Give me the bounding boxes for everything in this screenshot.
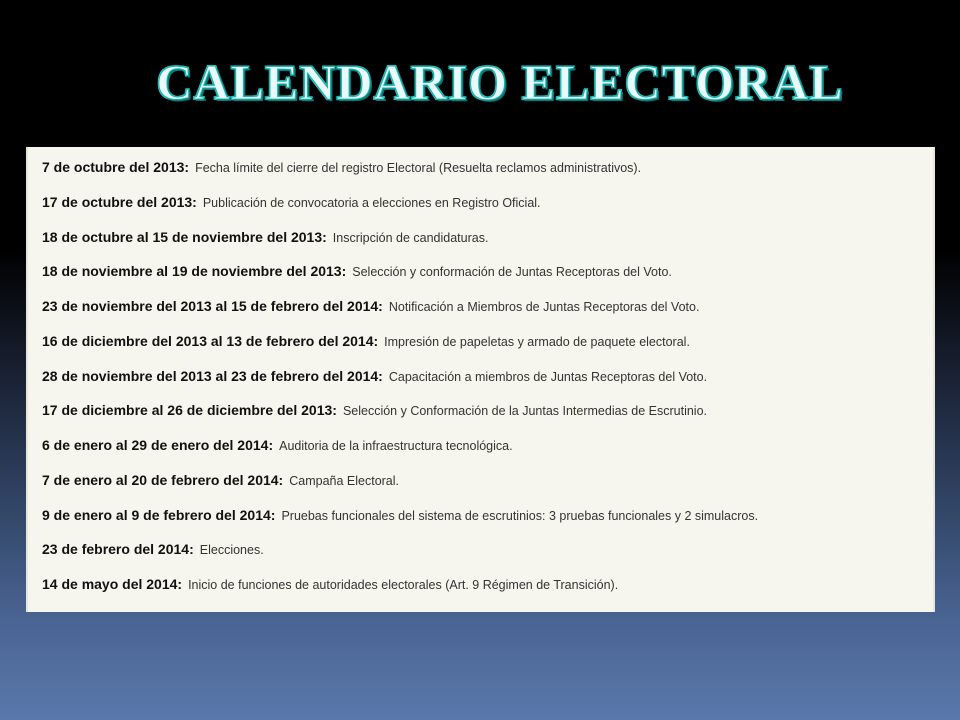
entry-date: 9 de enero al 9 de febrero del 2014: [42,507,276,523]
entry-date: 16 de diciembre del 2013 al 13 de febrero del 2014: [42,333,379,349]
entry-description: Impresión de papeletas y armado de paquete electoral. [384,335,690,349]
calendar-entry [42,574,618,595]
calendar-entry [42,400,707,421]
entry-description: Elecciones. [199,543,264,557]
entry-date: 14 de mayo del 2014: [42,576,183,592]
calendar-entry [42,261,672,282]
calendar-entry [42,366,707,387]
entry-date: 18 de octubre al 15 de noviembre del 2013: [42,229,327,245]
entry-description: Notificación a Miembros de Juntas Receptoras del Voto. [388,300,700,314]
entry-date: 23 de febrero del 2014: [42,541,194,557]
entry-description: Pruebas funcionales del sistema de escrutinios: 3 pruebas funcionales y 2 simulacros. [281,509,759,523]
entry-description: Selección y Conformación de la Juntas Intermedias de Escrutinio. [342,404,708,418]
entry-description: Fecha límite del cierre del registro Electoral (Resuelta reclamos administrativos). [195,161,642,175]
calendar-entry [42,505,758,526]
entry-date: 7 de enero al 20 de febrero del 2014: [42,472,284,488]
calendar-entry [42,470,399,491]
entry-description: Capacitación a miembros de Juntas Receptoras del Voto. [388,370,708,384]
calendar-entry [42,157,641,178]
entry-description: Auditoria de la infraestructura tecnológica. [279,439,513,453]
entry-description: Inicio de funciones de autoridades electorales (Art. 9 Régimen de Transición). [188,578,619,592]
calendar-entry [42,192,541,213]
calendar-panel [26,147,935,612]
calendar-entry [42,296,699,317]
entry-date: 17 de diciembre al 26 de diciembre del 2013: [42,402,337,418]
calendar-entry [42,331,690,352]
entry-date: 23 de noviembre del 2013 al 15 de febrero del 2014: [42,298,383,314]
entry-description: Inscripción de candidaturas. [332,231,489,245]
entry-description: Publicación de convocatoria a elecciones en Registro Oficial. [202,196,541,210]
calendar-entry [42,539,264,560]
entry-date: 18 de noviembre al 19 de noviembre del 2013: [42,263,347,279]
calendar-entry [42,227,488,248]
entry-description: Selección y conformación de Juntas Receptoras del Voto. [352,265,672,279]
entry-date: 17 de octubre del 2013: [42,194,197,210]
entry-date: 28 de noviembre del 2013 al 23 de febrero del 2014: [42,368,383,384]
calendar-entry [42,435,513,456]
entry-date: 7 de octubre del 2013: [42,159,190,175]
slide-title: CALENDARIO ELECTORAL [156,54,844,110]
entry-description: Campaña Electoral. [289,474,400,488]
entry-date: 6 de enero al 29 de enero del 2014: [42,437,274,453]
